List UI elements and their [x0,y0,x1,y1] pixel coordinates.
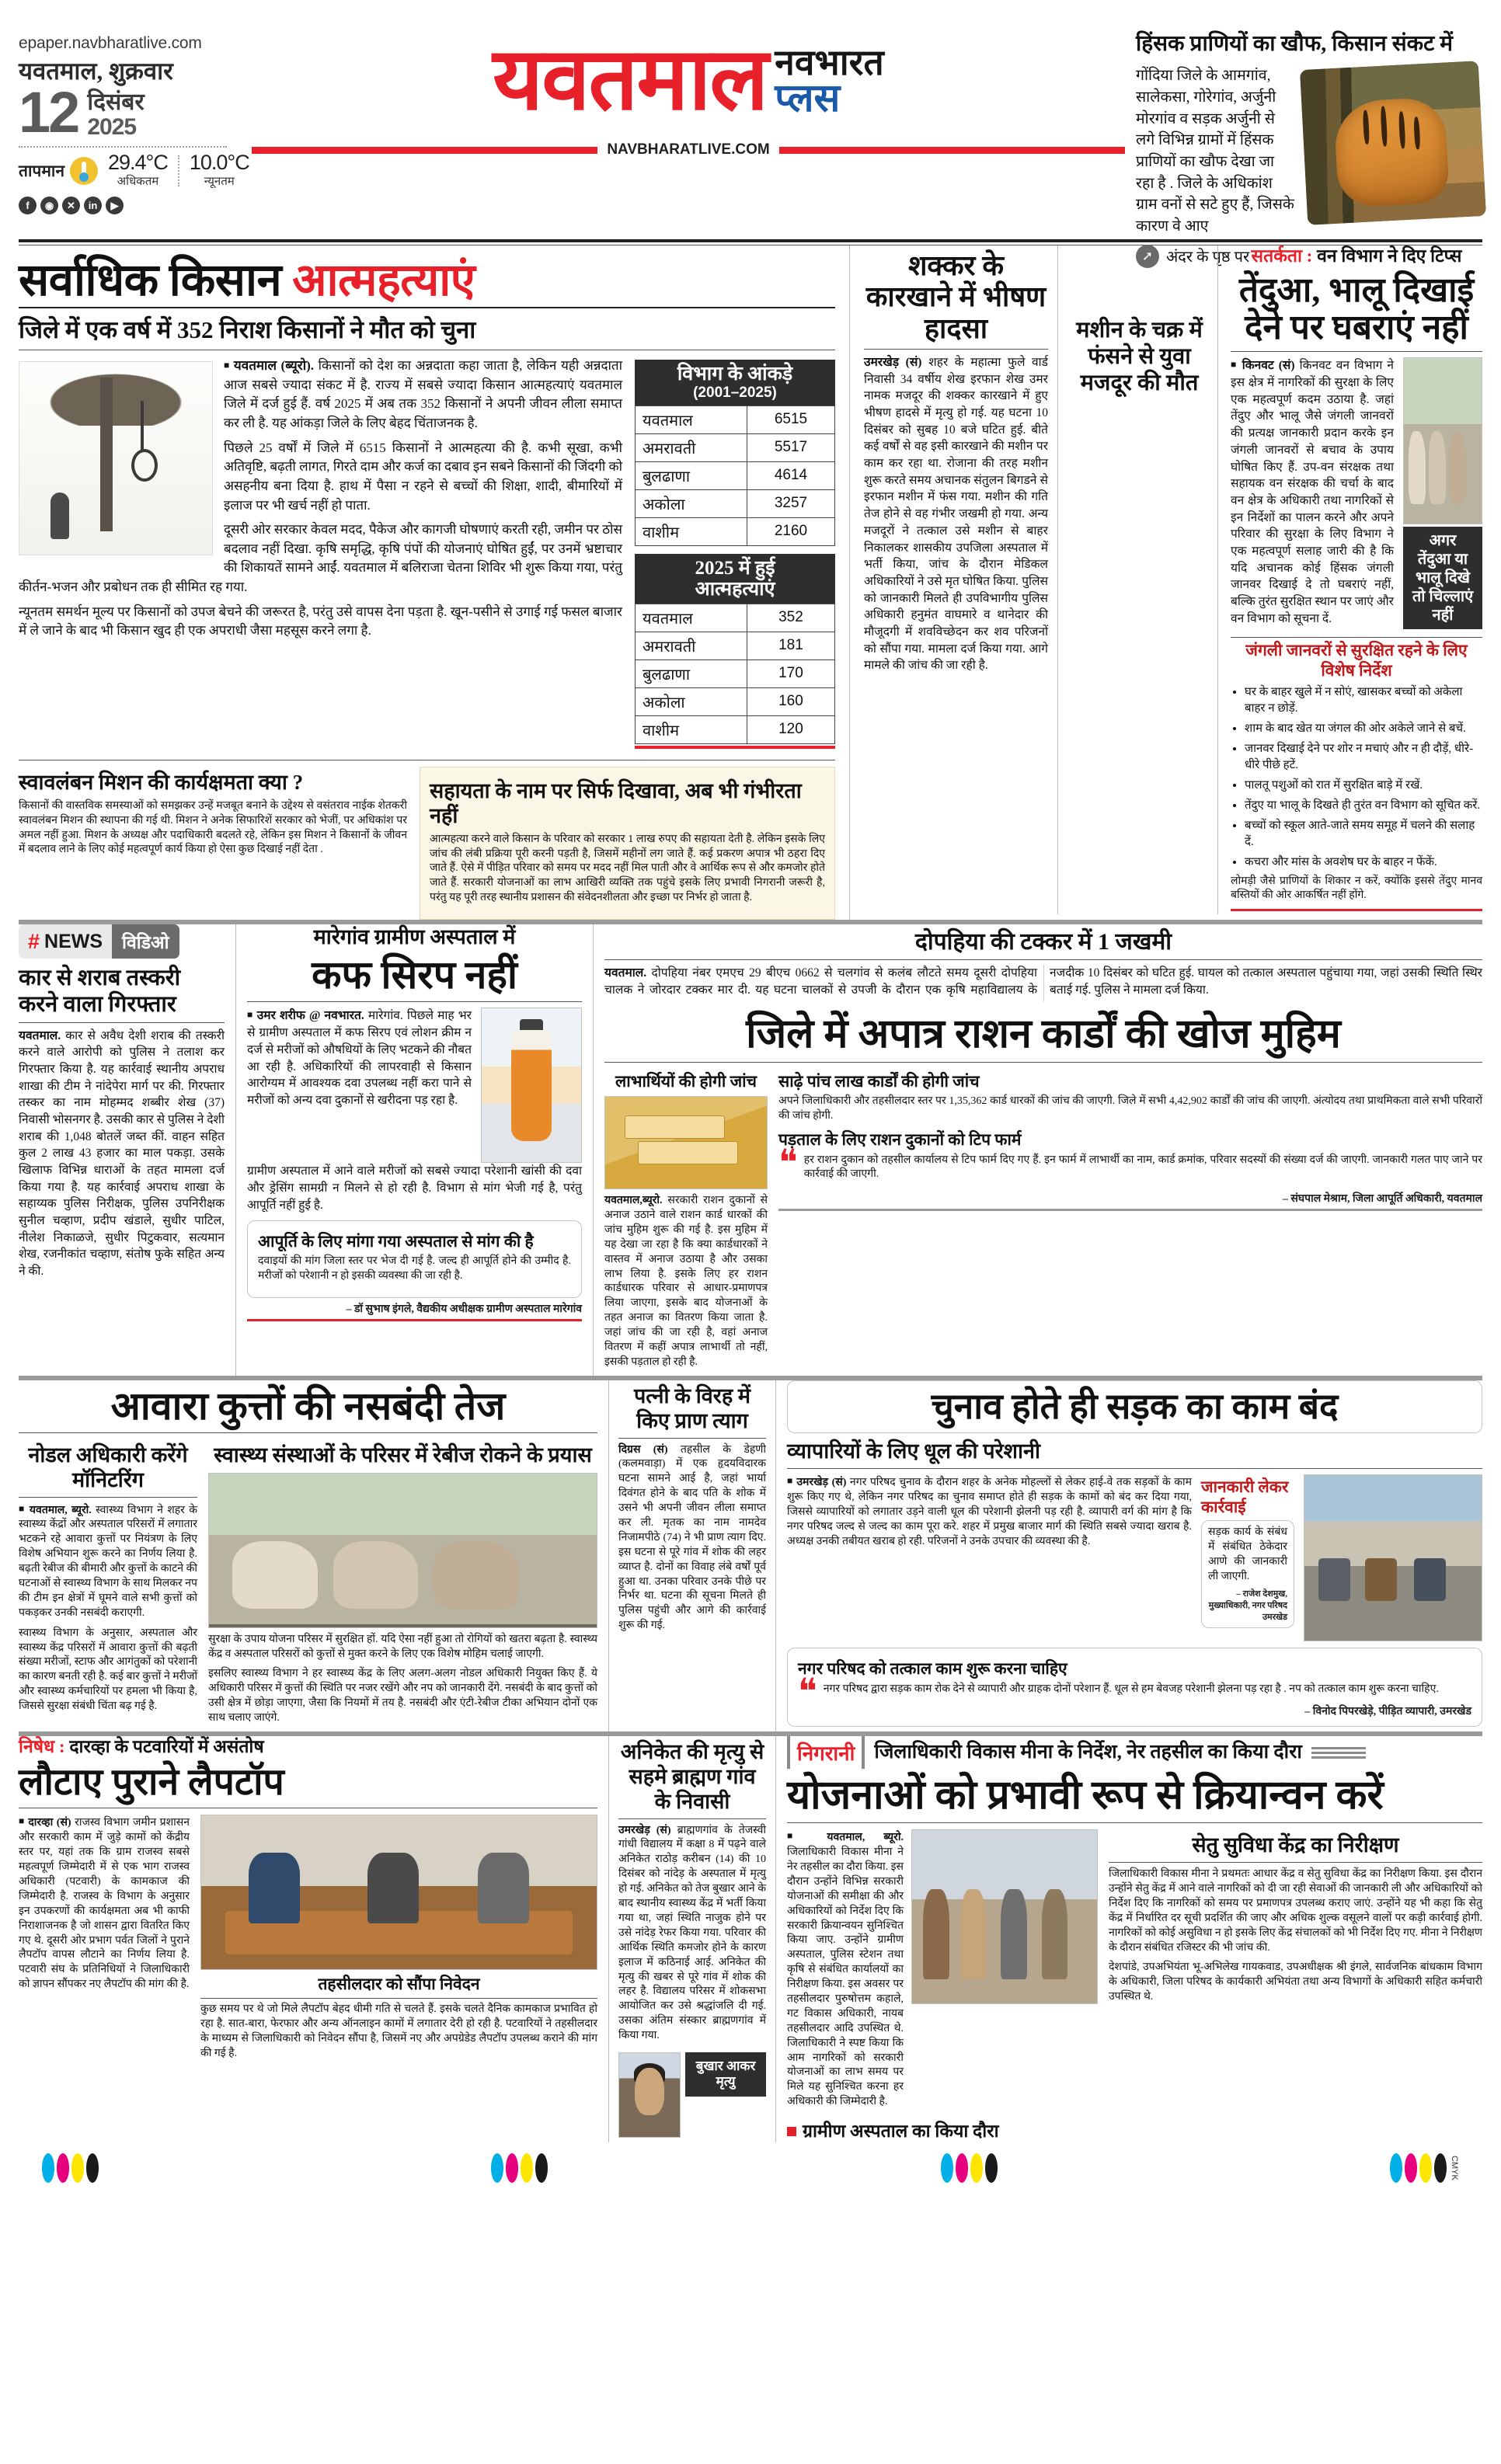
table-row [636,687,835,715]
leopard-kicker [1231,245,1482,267]
monitor-body [787,1829,904,2110]
wife-body-text: तहसील के डेहणी (कलमवाड़ा) में एक हृदयविदारक घटना सामने आई है, जहां भार्या दिवंगत होने के बाद पति के शोक में उसने भी अपनी जीवन लीला समाप्त कर ली. मृतक का नाम नामदेव निजामपीठे (74) ने भी प्राण त्याग दिए. इस घटना से पूरे गांव में शोक की लहर व्याप्त है. दोनों का विवाह लंबे वर्षों पूर्व हुआ था. उनका परिवार उनके पीछे पर निर्भर था. घटना की सूचना मिलते ही पुलिस पहुंची और आगे की कार्रवाई शुरू की गई. [618,1443,767,1632]
monitor-left [787,1829,1098,2142]
laptop-dateline: ■ दारव्हा (सं) [19,1817,71,1829]
date-year: 2025 [87,114,137,141]
lead-dateline: ■ यवतमाल (ब्यूरो). [224,358,314,373]
ration-body-3: हर राशन दुकान को तहसील कार्यालय से टिप फार्म दिए गए हैं. इन फार्म में लाभार्थी का नाम, कार्ड क्रमांक, परिवार सदस्यों की संख्या दर्ज की जाएगी. जानकारी गलत पाए जाने पर कार्रवाई की जाएगी. [803,1154,1482,1181]
ration-title: जिले में अपात्र राशन कार्डों की खोज मुहिम [746,1012,1341,1057]
tips-footnote: लोमड़ी जैसे प्राणियों के शिकार न करें, क्योंकि इससे तेंदुए मानव बस्तियों की ओर आकर्षित नहीं होंगे. [1231,875,1482,902]
laptop-story [19,1736,609,2142]
date-day: 12 [19,80,78,145]
cough-kicker: मारेगांव ग्रामीण अस्पताल में [313,925,516,949]
stat-table1-header [635,360,835,405]
list-item: • घर के बाहर खुले में न सोएं, खासकर बच्चों को अकेला बाहर न छोड़ें. [1245,684,1482,717]
list-item: • जानवर दिखाई देने पर शोर न मचाएं और न ही दौड़ें, धीरे-धीरे पीछे हटें. [1245,741,1482,774]
monitor-right-footer: देशपांडे, उपअभियंता भू-अभिलेख गायकवाड, उपअधीक्षक श्री इंगले, सार्वजनिक बांधकाम विभाग के अधिकारी, जिला परिषद के कार्यकारी अभियंता तथा अन्य विभागों के अधिकारी सहित कर्मचारी उपस्थित थे. [1109,1961,1482,2003]
teaser-title: हिंसक प्राणियों का खौफ, किसान संकट में [1136,32,1453,56]
sugar-rule [864,349,1048,350]
accident-rule [604,959,1482,960]
mission-help-row [19,767,835,920]
row-3 [19,1380,1482,1731]
cmyk-registration-footer [19,2142,1482,2183]
list-item: • बच्चों को स्कूल आते-जाते समय समूह में चलने की सलाह दें. [1245,818,1482,851]
stat-underline [635,746,835,749]
teaser-text: गोंदिया जिले के आमगांव, सालेकसा, गोरेगांव, अर्जुनी मोरगांव व सड़क अर्जुनी से लगे विभिन्न ग्रामों में हिंसक प्राणियों का खौफ देखा जा रहा है . जिले के अधिकांश ग्राम वनों से सटे हुए हैं, जिसके कारण वे आए [1136,68,1294,235]
ration-left [604,1069,768,1376]
epaper-url[interactable]: epaper.navbharatlive.com [19,34,202,52]
aniket-photo [618,2052,681,2138]
dogs-sub-left: नोडल अधिकारी करेंगे मॉनिटरिंग [28,1443,188,1491]
aniket-body [618,1824,766,2044]
dogs-body1-text: स्वास्थ्य विभाग ने शहर के स्वास्थ्य केंद्रों और अस्पताल परिसरों में लगातार भटकने रहे आवारा कुत्तों पर नियंत्रण के लिए विशेष अभियान शुरू करने का निर्णय लिया है. बढ़ती रेबीज की बीमारी और कुत्तों के काटने की घटनाओं से स्वास्थ्य विभाग के साथ मिलकर नप की टीम इन क्षेत्रों में घूमने वाले सभी कुत्तों को पकड़कर उनकी नसबंदी कराएगी. [19,1504,197,1619]
accident-body-text: दोपहिया नंबर एमएच 29 बीएच 0662 से चलगांव से कलंब लौटते समय दूसरी दोपहिया चालक ने जोरदार टक्कर मार दी. यह घटना चालकों से उपजी के दौरान एक कृषि महाविद्यालय के नजदीक 10 दिसंबर को घटित हुई. घायल को तत्काल अस्पताल पहुंचाया गया, जहां उसकी स्थिति स्थिर बताई गई. पुलिस ने मामला दर्ज किया. [604,966,1482,997]
temp-divider [178,155,179,186]
cough-quote-title: आपूर्ति के लिए मांगा गया अस्पताल से मांग की है [258,1231,534,1251]
road-rule [787,1468,1482,1469]
leopard-title: तेंदुआ, भालू दिखाई देने पर घबराएं नहीं [1238,270,1475,346]
hash-icon: # [28,929,40,953]
website-bar [252,141,1125,158]
laptop-kicker [19,1736,597,1758]
dogs-right [208,1439,597,1731]
date-month: दिसंबर [87,89,145,116]
monitor-kicker: जिलाधिकारी विकास मीना के निर्देश, नेर तहसील का किया दौरा [874,1742,1302,1763]
lead-para-3: दूसरी ओर सरकार केवल मदद, पैकेज और कागजी घोषणाएं करती रही, जमीन पर ठोस बदलाव नहीं दिखा. कृषि समृद्धि, कृषि पंपों की योजनाएं घोषित हुईं, पर उनमें भ्रष्टाचार की शिकायतें सामने आईं. यवतमाल में बलिराजा चेतना शिविर भी शुरू किया गया, परंतु कीर्तन-भजन और प्रबोधन तक ही सीमित रह गया. [19,522,622,595]
logo-navbharat: नवभारत [775,43,884,83]
leopard-body-text: किनवट वन विभाग ने इस क्षेत्र में नागरिकों की सुरक्षा के लिए एक महत्वपूर्ण कदम उठाया है. जहां तेंदुए और भालू जैसे जंगली जानवरों की प्रत्यक्ष जानकारी प्रदान करके इन जंगली जानवरों से बचाव के उपाय घोषित किए हैं. उप-वन संरक्षक तथा सहायक वन संरक्षक की चर्चा के बाद वन क्षेत्र के अधिकारी तथा नागरिकों से इन निर्देशों का पालन करने और अपने परिवार की सुरक्षा के लिए विभाग ने एक महत्वपूर्ण सलाह जारी की है कि यदि अचानक कोई हिंसक जंगली जानवर दिखाई दे तो घबराएं नहीं, बल्कि तुरंत सुरक्षित स्थान पर जाएं और वन विभाग को सूचना दें. [1231,359,1395,625]
thermometer-icon [70,157,98,185]
monitor-rule [787,1822,1482,1823]
road-quote-body: नगर परिषद द्वारा सड़क काम रोक देने से व्यापारी और ग्राहक दोनों परेशान हैं. धूल से हम बेवजह परेशानी झेलना पड़ रहा है . नप को तत्काल काम शुरू करना चाहिए. [823,1683,1439,1695]
road-sidebar-attrib: – राजेश देशमुख, मुख्याधिकारी, नगर परिषद उमरखेड [1208,1589,1287,1623]
district-name: वाशीम [636,517,747,545]
ration-cards-photo [604,1096,768,1189]
leopard-left-col [1231,357,1394,632]
monitor-right [1109,1829,1482,2142]
stat-table1-period: (2001–2025) [693,385,777,402]
leopard-kicker-rest: वन विभाग ने दिए टिप्स [1312,246,1462,266]
cough-quote-attrib: – डॉ सुभाष इंगले, वैद्यकीय अधीक्षक ग्रामीण अस्पताल मारेगांव [346,1303,582,1315]
laptop-text-col [19,1815,190,2066]
accident-title: दोपहिया की टक्कर में 1 जखमी [914,929,1172,955]
road-sidebar [1201,1474,1294,1641]
temp-min-block [185,152,254,189]
temp-max-value: 29.4°C [108,151,168,175]
dogs-left-rule [19,1497,197,1498]
wife-dateline: दिग्रस (सं) [618,1443,668,1456]
liquor-story [19,924,236,1376]
square-bullet-icon [787,2127,796,2136]
road-quote-title: नगर परिषद को तत्काल काम शुरू करना चाहिए [798,1659,1067,1679]
monitor-body-text: जिलाधिकारी विकास मीना ने नेर तहसील का दौरा किया. इस दौरान उन्होंने विभिन्न सरकारी योजनाओं की समीक्षा की और अधिकारियों को निर्देश दिए कि सरकारी क्रियान्वयन सुनिश्चित किया जाए. उन्होंने ग्रामीण अस्पताल, पुलिस स्टेशन तथा कृषि से संबंधित कार्यालयों का निरीक्षण किया. इस अवसर पर तहसीलदार पुरुषोत्तम कहाले, गट विकास अधिकारी, नायब तहसीलदार आदि उपस्थित थे. जिलाधिकारी ने स्पष्ट किया कि आम नागरिकों को सरकारी योजनाओं का लाभ समय पर मिले यह सुनिश्चित करना हर अधिकारी की जिम्मेदारी है. [787,1846,904,2108]
tips-redline [1231,909,1482,911]
stat-table2-title-line2: आत्महत्याएं [695,578,775,600]
monitor-caption: ग्रामीण अस्पताल का किया दौरा [803,2121,999,2142]
cough-body-2: ग्रामीण अस्पताल में आने वाले मरीजों को सबसे ज्यादा परेशानी खांसी की दवा और ड्रेसिंग सामग्री न मिलने से हो रही है. विभाग से मांग भेजी गई है, परंतु आपूर्ति नहीं हुई है. [247,1164,582,1212]
district-count: 160 [747,687,834,715]
video-label[interactable]: विडिओ [112,924,179,959]
table-row [636,604,835,632]
place-and-day: यवतमाल, शुक्रवार [19,57,173,85]
wife-body [618,1443,766,1634]
road-quote-attrib: – विनोद पिपरखेड़े, पीड़ित व्यापारी, उमरखेड [1304,1705,1471,1717]
district-name: बुलढाणा [636,461,747,489]
red-bar-right [779,147,1125,154]
lead-headline [19,256,835,304]
monitor-caption-row [787,2121,1098,2142]
top-teaser-box[interactable] [1125,17,1482,268]
dogs-body-1 [19,1502,197,1621]
list-item: • शाम के बाद खेत या जंगल की ओर अकेले जाने से बचें. [1245,721,1482,737]
stat-table1 [635,405,835,546]
cmyk-marks-1 [42,2153,99,2183]
road-body [787,1474,1192,1549]
help-title: सहायता के नाम पर सिर्फ दिखावा, अब भी गंभीरता नहीं [430,778,802,827]
liquor-dateline: यवतमाल. [19,1028,61,1042]
tips-title: जंगली जानवरों से सुरक्षित रहने के लिए विशेष निर्देश [1245,641,1468,680]
help-block [420,767,835,920]
cough-body-1 [247,1008,472,1108]
linkedin-icon[interactable]: in [84,197,102,214]
leopard-rule [1231,351,1482,352]
table-row [636,489,835,517]
district-count: 6515 [747,405,834,433]
triple-line-icon [1311,1745,1366,1761]
lead-row [19,245,1482,920]
temp-max-block [103,152,172,189]
red-bar-left [252,147,597,154]
cmyk-marks-2 [491,2153,548,2183]
leopard-kicker-red: सतर्कता : [1251,246,1313,266]
wife-story [609,1380,776,1731]
ration-body-text: सरकारी राशन दुकानों से अनाज उठाने वाले राशन कार्ड धारकों की जांच मुहिम शुरू की गई है. इस मुहिम में यह देखा जा रहा है कि क्या कार्डधारकों ने वास्तव में अनाज उठाया है और उसका लाभ लिया है. इसके लिए हर राशन कार्डधारक परिवार से आधार-प्रमाणपत्र लिया जाएगा, इसके बाद योजनाओं के तहत अनाज का वितरण किया जाता है. जहां जांच की जा रही है, वहां अनाज वितरण में कहीं अपात्र लाभार्थी तो नहीं, इसकी पड़ताल हो रही है. [604,1195,768,1368]
leopard-body [1231,357,1394,627]
district-name: अकोला [636,489,747,517]
laptop-title: लौटाए पुराने लैपटॉप [19,1761,284,1803]
row-2 [19,924,1482,1376]
table-row [636,461,835,489]
monitor-right-title: सेतु सुविधा केंद्र का निरीक्षण [1192,1833,1399,1857]
photo-caption [209,1624,597,1627]
laptop-callout-title: तहसीलदार को सौंपा निवेदन [318,1975,480,1994]
table-row [636,632,835,660]
laptop-kicker-red: निषेध : [19,1737,65,1757]
district-count: 2160 [747,517,834,545]
table-row [636,715,835,743]
road-sub: व्यापारियों के लिए धूल की परेशानी [787,1439,1040,1463]
list-item: • कचरा और मांस के अवशेष घर के बाहर न फेंकें. [1245,854,1482,871]
cough-story [236,924,594,1376]
quote-mark-icon: ❝ [778,1142,798,1182]
district-count: 5517 [747,433,834,461]
district-name: अकोला [636,687,747,715]
ration-attrib: – संघपाल मेश्राम, जिला आपूर्ति अधिकारी, यवतमाल [1282,1193,1482,1206]
ration-body-2: अपने जिलाधिकारी और तहसीलदार स्तर पर 1,35,362 कार्ड धारकों की जांच की जाएगी. जिले में सभी 4,42,902 कार्डों की जांच की जाएगी. अंत्योदय तथा प्राथमिकता वाले सभी परिवारों की जांच होगी. [778,1095,1482,1122]
dogs-rule [19,1432,597,1433]
dogs-left [19,1439,197,1731]
masthead-logo [252,17,1125,158]
accident-dateline: यवतमाल. [604,966,647,980]
laptop-photo-col [200,1815,597,2066]
laptop-body-text: राजस्व विभाग जमीन प्रशासन और सरकारी काम में जुड़े कामों को केंद्रीय स्तर पर, यहां तक कि ग्राम राजस्व सबसे महत्वपूर्ण जिम्मेदारी में से एक भाग राजस्व अधिकारी (पटवारी) के कामकाज की जिम्मेदारी है. राजस्व के विभाग के अनुसार इन उपकरणों की कार्यक्षमता अब भी काफी निराशाजनक है जो शासन द्वारा वितरित किए गए थे. दूसरी ओर प्रभाग पर्वत जिलों ने पुराने लैपटॉप वापस लौटाने का निर्णय लिया है. पटवारी संघ के प्रतिनिधियों ने जिलाधिकारी को ज्ञापन सौंपकर नए लैपटॉप की मांग की है. [19,1817,190,1991]
road-headline-box [787,1380,1482,1434]
stat-tables [635,360,835,749]
ration-heading-2: साढ़े पांच लाख कार्डों की होगी जांच [778,1071,980,1091]
ration-right [778,1069,1482,1376]
instagram-icon[interactable]: ◉ [40,197,58,214]
dogs-story [19,1380,609,1731]
aniket-title: अनिकेत की मृत्यु से सहमे ब्राह्मण गांव के निवासी [620,1740,764,1813]
sugar-body [864,354,1048,674]
mission-body: किसानों की वास्तविक समस्याओं को समझकर उन्हें मजबूत बनाने के उद्देश्य से वसंतराव नाईक शेतकरी स्वावलंबन मिशन की स्थापना की गई थी. मिशन ने अनेक सिफारिशें सरकार को भेजीं, पर अधिकांश पर अमल नहीं हुआ. मिशन के अध्यक्ष और पदाधिकारी बदलते रहे, लेकिन इस मिशन ने किसानों के जीवन में बदलाव लाने के लिए कोई महत्वपूर्ण कार्य किया हो ऐसा कुछ दिखाई नहीं देता . [19,799,407,856]
cough-dateline: ■ उमर शरीफ @ नवभारत. [247,1009,364,1022]
logo-title-yavatmal: यवतमाल [493,32,768,128]
road-sidebar-quote-box [1201,1520,1294,1628]
sugar-body-text: शहर के महात्मा फुले वार्ड निवासी 34 वर्षीय शेख इरफान शेख उमर नामक मजदूर की शक्कर कारखाने में हुए भीषण हादसे में मृत्यु हो गई. यह घटना 10 दिसंबर को सुबह 10 बजे घटित हुई. बीते कई वर्षों से वह इसी कारखाने की मशीन पर काम कर रहा था. रोजाना की तरह मशीन शुरू करते समय अचानक संतुलन बिगडने से इरफान मशीन में फंस गया. मशीन की गति तेज होने से वह गंभीर जखमी हो गया. अन्य मजदूरों ने तत्काल उसे मशीन से बाहर निकालकर शासकीय उपजिला अस्पताल में भर्ती किया, जांच के दौरान मेडिकल अधिकारियों ने उसे मृत घोषित किया. पुलिस को जानकारी मिलते ही उपविभागीय पुलिस अधिकारी हनुमंत वाघमारे व थानेदार की मौजूदगी में शवविच्छेदन कर शव परिजनों को सौंपा गया. मामला दर्ज किया गया. आगे मामले की जांच की जा रही है. [864,355,1048,673]
table-row [636,405,835,433]
dogs-sub-right: स्वास्थ्य संस्थाओं के परिसर में रेबीज रोकने के प्रयास [214,1443,592,1467]
cmyk-marks-3 [941,2153,998,2183]
temp-min-value: 10.0°C [189,151,249,175]
aniket-badge: बुखार आकर मृत्यु [685,2052,766,2097]
cough-rule [247,1001,582,1002]
district-count: 352 [747,604,834,632]
laptop-photo [200,1815,597,1970]
temp-min-label: न्यूनतम [204,176,235,189]
ration-grayline [778,1209,1482,1211]
logo-plus: प्लस [775,75,841,120]
row-4 [19,1736,1482,2142]
tips-rule [1231,637,1482,638]
temperature-row [19,152,252,189]
leopard-photo-col [1403,357,1482,632]
mission-block [19,767,407,920]
twitter-x-icon[interactable]: ✕ [62,197,80,214]
lead-subhead: जिले में एक वर्ष में 352 निराश किसानों ने मौत को चुना [19,316,476,344]
youtube-icon[interactable]: ▶ [106,197,124,214]
sugar-story [864,245,1058,914]
lead-para-2: पिछले 25 वर्षों में जिले में 6515 किसानों ने आत्महत्या की है. कभी सूखा, कभी अतिवृष्टि, बढ़ती लागत, गिरते दाम और कर्ज का दबाव इन सबने किसानों की जिंदगी को असहनीय बना दिया है. हाथ में पैसा न रहने से बच्चों की शिक्षा, शादी, बीमारियों में इलाज पर भी खर्च नहीं हो पाता. [224,440,622,513]
masthead-left [19,17,252,214]
road-photo [1304,1474,1482,1641]
illustration-hanging-tree [19,361,213,555]
dogs-body-3: सुरक्षा के उपाय योजना परिसर में सुरक्षित हों. यदि ऐसा नहीं हुआ तो रोगियों को खतरा बढ़ता है. स्वास्थ्य केंद्र व अस्पताल परिसरों को कुत्तों से मुक्त करने के लिए एक विशेष मोहिम चलाई जाएगी. [208,1633,597,1660]
help-body: आत्महत्या करने वाले किसान के परिवार को सरकार 1 लाख रुपए की सहायता देती है. लेकिन इसके लिए जांच की लंबी प्रक्रिया पूरी करनी पड़ती है, जिसमें महीनों लग जाते हैं. कई प्रकरण अपात्र भी ठहरा दिए जाते हैं. ऐसे में पीड़ित परिवार को समय पर मदद नहीं मिल पाती और वे आर्थिक रूप से और कमजोर होते जाते हैं. सरकारी योजनाओं का लाभ आखिरी व्यक्ति तक पहुंचे इसके लिए प्रभावी निगरानी जरूरी है, परंतु यह पूरी तरह स्थानीय प्रशासन की संवेदनशीलता और इच्छा पर निर्भर हो जाता है. [430,833,825,904]
quote-mark-icon-2: ❝ [798,1671,817,1711]
aniket-story [609,1736,776,2142]
liquor-body-text: कार से अवैध देशी शराब की तस्करी करने वाले आरोपी को पुलिस ने तलाश कर गिरफ्तार किया है. यह कार्रवाई स्थानीय अपराध शाखा की टीम ने नांदेपेरा मार्ग पर की. गिरफ्तार तस्कर का नाम मोहम्मद शब्बीर शेख (37) निवासी भोसनगर है. उसकी कार से पुलिस ने देशी शराब की 1,048 बोतलें जब्त कीं. वाहन सहित कुल 2 लाख 43 हजार का माल पकड़ा. उसके खिलाफ विभिन्न धाराओं के तहत मामला दर्ज किया गया है. यह कार्रवाई अपराध शाखा के सहाय्यक पुलिस निरीक्षक, पुलिस उपनिरीक्षक सुनील चव्हाण, प्रदीप खंडाले, सुधीर पाटिल, नीलेश निकाळजे, सुधीर पिटुकवार, सत्यमान शेख, रजनीकांत चव्हाण, संतोष फुके सहित अन्य ने की. [19,1028,225,1279]
laptop-body [19,1815,190,1992]
ration-heading-3: पड़ताल के लिए राशन दुकानों को टिप फार्म [778,1129,1022,1149]
road-quote-box [787,1648,1482,1727]
ration-block [594,924,1482,1376]
aniket-body-text: ब्राह्मणगांव के तेजस्वी गांधी विद्यालय में कक्षा 8 में पढ़ने वाले अनिकेत राठोड़ करीबन (14) की 10 दिसंबर को नांदेड़ के अस्पताल में मृत्यु हो गई. अनिकेत को तेज बुखार आने के बाद स्थानीय स्वास्थ्य केंद्र में भर्ती किया गया था, जहां स्थिति नाजुक होने पर उसे नांदेड़ रेफर किया गया. परिवार की आर्थिक स्थिति कमजोर होने के कारण इलाज में कठिनाई आई. अनिकेत की मृत्यु की खबर से पूरे गांव में शोक की लहर है. विद्यालय परिसर में शोकसभा आयोजित कर उसे श्रद्धांजलि दी गई. उसका अंतिम संस्कार ब्राह्मणगांव में किया गया. [618,1824,766,2042]
dogs-dateline: ■ यवतमाल, ब्यूरो. [19,1505,92,1516]
temperature-label: तापमान [19,161,64,180]
aniket-rule [618,1818,766,1819]
district-name: बुलढाणा [636,660,747,687]
district-name: अमरावती [636,433,747,461]
leopard-warnbox: अगर तेंदुआ या भालू दिखे तो चिल्लाएं नहीं [1403,527,1482,629]
district-count: 170 [747,660,834,687]
stat-table2-header [635,554,835,604]
cough-quote-box [247,1220,582,1298]
wife-title: पत्नी के विरह में किए प्राण त्याग [633,1383,751,1432]
road-text-col [787,1474,1192,1641]
right-column [850,245,1482,920]
liquor-title: कार से शराब तस्करी करने वाला गिरफ्तार [19,966,181,1018]
ration-rule [604,1062,1482,1063]
dogs-title: आवारा कुत्तों की नसबंदी तेज [110,1383,506,1428]
cough-title: कफ सिरप नहीं [312,953,517,997]
district-name: वाशीम [636,715,747,743]
monitor-photo [911,1829,1098,2004]
lead-rule [19,307,835,308]
monitor-story [776,1736,1482,2142]
arrow-right-icon: ➚ [1136,245,1159,268]
lead-story [19,245,850,920]
liquor-rule [19,1022,225,1023]
lead-body-0: किसानों को देश का अन्नदाता कहा जाता है, लेकिन यही अन्नदाता आज सबसे ज्यादा संकट में है. राज्य में सबसे ज्यादा किसान आत्महत्याएं यवतमाल जिले में दर्ज हुई हैं. वर्ष 2025 में अब तक 352 किसानों ने अपनी जीवन लीला समाप्त कर ली है. यह आंकड़ा जिले के लिए बेहद चिंताजनक है. [224,358,622,430]
district-count: 4614 [747,461,834,489]
ration-dateline: यवतमाल,ब्यूरो. [604,1195,663,1207]
wife-rule [618,1438,766,1439]
stat-table2-title-line1: 2025 में हुई [695,557,775,579]
list-item: • तेंदुए या भालू के दिखते ही तुरंत वन विभाग को सूचित करें. [1245,798,1482,814]
road-story [776,1380,1482,1731]
aniket-dateline: उमरखेड़ (सं) [618,1824,671,1836]
dogs-body-4: इसलिए स्वास्थ्य विभाग ने हर स्वास्थ्य केंद्र के लिए अलग-अलग नोडल अधिकारी नियुक्त किए हैं. ये अधिकारी परिसर में कुत्तों की स्थिति पर नजर रखेंगे और नप को जानकारी देंगे. नसबंदी के बाद कुत्तों को उसी क्षेत्र में छोड़ा जाएगा, जैसा कि नियमों में तय है. नसबंदी और एंटी-रेबीज टीका अभियान दोनों एक साथ चलाए जाएंगे. [208,1668,597,1724]
cough-redline [247,1319,582,1321]
road-sidebar-quote: सड़क कार्य के संबंध में संबंधित ठेकेदार आणे की जानकारी ली जाएगी. [1208,1526,1287,1583]
news-video-badge[interactable] [19,924,179,959]
cmyk-label: CMYK [1449,2156,1459,2181]
lead-para-4: न्यूनतम समर्थन मूल्य पर किसानों को उपज बेचने की जरूरत है, परंतु उसे वापस देना पड़ता है. खून-पसीने से उगाई गई फसल बाजार में ले जाने के बाद भी किसान खुद ही एक अपराधी जैसा महसूस करने लगा है. [19,604,622,639]
cough-quote-body: दवाइयों की मांग जिला स्तर पर भेज दी गई है. जल्द ही आपूर्ति होने की उम्मीद है. मरीजों को परेशानी न हो इसकी व्यवस्था की जा रही है. [258,1255,571,1282]
mission-title: स्वावलंबन मिशन की कार्यक्षमता क्या ? [19,770,304,794]
ration-body-left [604,1194,768,1370]
road-title: चुनाव होते ही सड़क का काम बंद [931,1386,1339,1426]
table-row [636,517,835,545]
lead-headline-red: आत्महत्याएं [292,255,475,305]
divider-dotted [19,146,227,148]
lead-headline-black: सर्वाधिक किसान [19,255,293,305]
leopard-dateline: ■ किनवट (सं) [1231,359,1295,372]
liquor-body [19,1028,225,1280]
road-dateline: ■ उमरखेड़ (सं) [787,1477,846,1488]
temp-max-label: अधिकतम [117,176,159,189]
facebook-icon[interactable]: f [19,197,37,214]
social-links[interactable] [19,197,252,214]
laptop-callout-body: कुछ समय पर थे जो मिले लैपटॉप बेहद धीमी गति से चलते हैं. इसके चलते दैनिक कामकाज प्रभावित हो रहा है. सात-बारा, फेरफार और अन्य ऑनलाइन कामों में लगातार देरी हो रही है. पटवारियों ने तहसीलदार के माध्यम से जिलाधिकारी को निवेदन सौंपा है, जिसमें नए और अपग्रेडेड लैपटॉप उपलब्ध कराने की मांग की गई है. [200,2003,597,2059]
accident-body [604,965,1482,1001]
stat-table2 [635,604,835,744]
sugar-title: शक्कर के कारखाने में भीषण हादसा [865,250,1047,344]
table-row [636,433,835,461]
tips-list [1231,684,1482,871]
cough-body1-text: मारेगांव. पिछले माह भर से ग्रामीण अस्पताल में कफ सिरप एवं लोशन क्रीम न दर्ज से मरीजों को औषधियों के लिए भटकने की नौबत आ रही है. अधिकारियों की लापरवाही से किसान आरोग्यम में आवश्यक दवा उपलब्ध नहीं करा पाने से मरीजों को अन्य दवा दुकानों से खरीदना पड़ रहा है. [247,1009,472,1107]
road-sidebar-title: जानकारी लेकर कार्रवाई [1201,1477,1289,1516]
monitor-header [787,1736,1482,1769]
district-count: 181 [747,632,834,660]
district-name: यवतमाल [636,405,747,433]
sugar-callout [1071,245,1218,914]
table-row [636,660,835,687]
district-count: 3257 [747,489,834,517]
sugar-dateline: उमरखेड़ (सं) [864,355,922,369]
readmore-label: अंदर के पृष्ठ पर [1166,249,1250,266]
ration-sub-left: लाभार्थियों की होगी जांच [615,1071,757,1091]
laptop-callout-rule [200,1998,597,1999]
district-name: यवतमाल [636,604,747,632]
dogs-body-2: स्वास्थ्य विभाग के अनुसार, अस्पताल और स्वास्थ्य केंद्र परिसरों में आवारा कुत्तों की बढ़ती संख्या मरीजों, स्टाफ और आगंतुकों को परेशानी का कारण बनती रही है. कई बार कुत्तों ने मरीजों और स्वास्थ्य कर्मचारियों पर हमला भी किया है, जिससे सुरक्षा संबंधी चिंता बढ़ गई है. [19,1627,197,1713]
news-label: NEWS [44,930,103,952]
cough-syrup-photo [481,1008,582,1163]
stat-table1-title: विभाग के आंकड़े [677,364,793,385]
sugar-callout-text: मशीन के चक्र में फंसने से युवा मजदूर की मौत [1076,318,1203,396]
leopard-photo [1403,357,1482,524]
list-item: • पालतू पशुओं को रात में सुरक्षित बाड़े में रखें. [1245,778,1482,794]
website-url[interactable]: NAVBHARATLIVE.COM [607,141,770,158]
laptop-kicker-rest: दारव्हा के पटवारियों में असंतोष [64,1737,264,1757]
monitor-dateline: ■ यवतमाल, ब्यूरो. [787,1832,904,1843]
dogs-photo [208,1473,597,1628]
monitor-title: योजनाओं को प्रभावी रूप से क्रियान्वन करें [787,1773,1384,1818]
monitor-right-body: जिलाधिकारी विकास मीना ने प्रथमतः आधार केंद्र व सेतु सुविधा केंद्र का निरीक्षण किया. इस दौरान उन्होंने सेतु केंद्र में आने वाले नागरिकों को दी जा रही सेवाओं की जानकारी ली और अधिकारियों को निर्देश दिए कि नागरिकों को समय पर प्रमाणपत्र उपलब्ध कराए जाएं. उन्होंने यह भी कहा कि सेतु केंद्र में निर्धारित दर सूची प्रदर्शित की जाए और अधिक शुल्क वसूलने वालों पर कड़ी कार्रवाई होगी. नागरिकों को कोई असुविधा न हो इसके लिए केंद्र संचालकों को भी निर्देश दिए गए. मीना ने निरीक्षण के दौरान संबंधित रजिस्टर की भी जांच की. [1109,1868,1482,1954]
monitor-right-rule [1109,1862,1482,1863]
cmyk-marks-4 [1390,2153,1459,2183]
district-count: 120 [747,715,834,743]
road-body-text: नगर परिषद चुनाव के दौरान शहर के अनेक मोहल्लों से लेकर हाई-वे तक सड़कों के काम शुरू किए गए थे, लेकिन नगर परिषद का चुनाव समाप्त होते ही सड़क के कामों को बंद कर दिया गया, जिससे व्यापारियों को लगातार उड़ने वाली धूल की परेशानी झेलनी पड़ रही है. व्यापारी वर्ग की मांग है कि नगर परिषद जल्द से जल्द का काम पूरा करे. शहर में प्रमुख बाजार मार्ग की स्थिति सबसे ज्यादा खराब है. अध्यक्ष उनकी तबीयत खराब हो रही. परिजनों ने उनके उपचार की व्यवस्था की है. [787,1477,1193,1547]
dateline-block [19,80,252,145]
monitor-badge: निगरानी [787,1736,865,1769]
tiger-photo [1300,61,1486,225]
leopard-story [1231,245,1482,914]
district-name: अमरावती [636,632,747,660]
